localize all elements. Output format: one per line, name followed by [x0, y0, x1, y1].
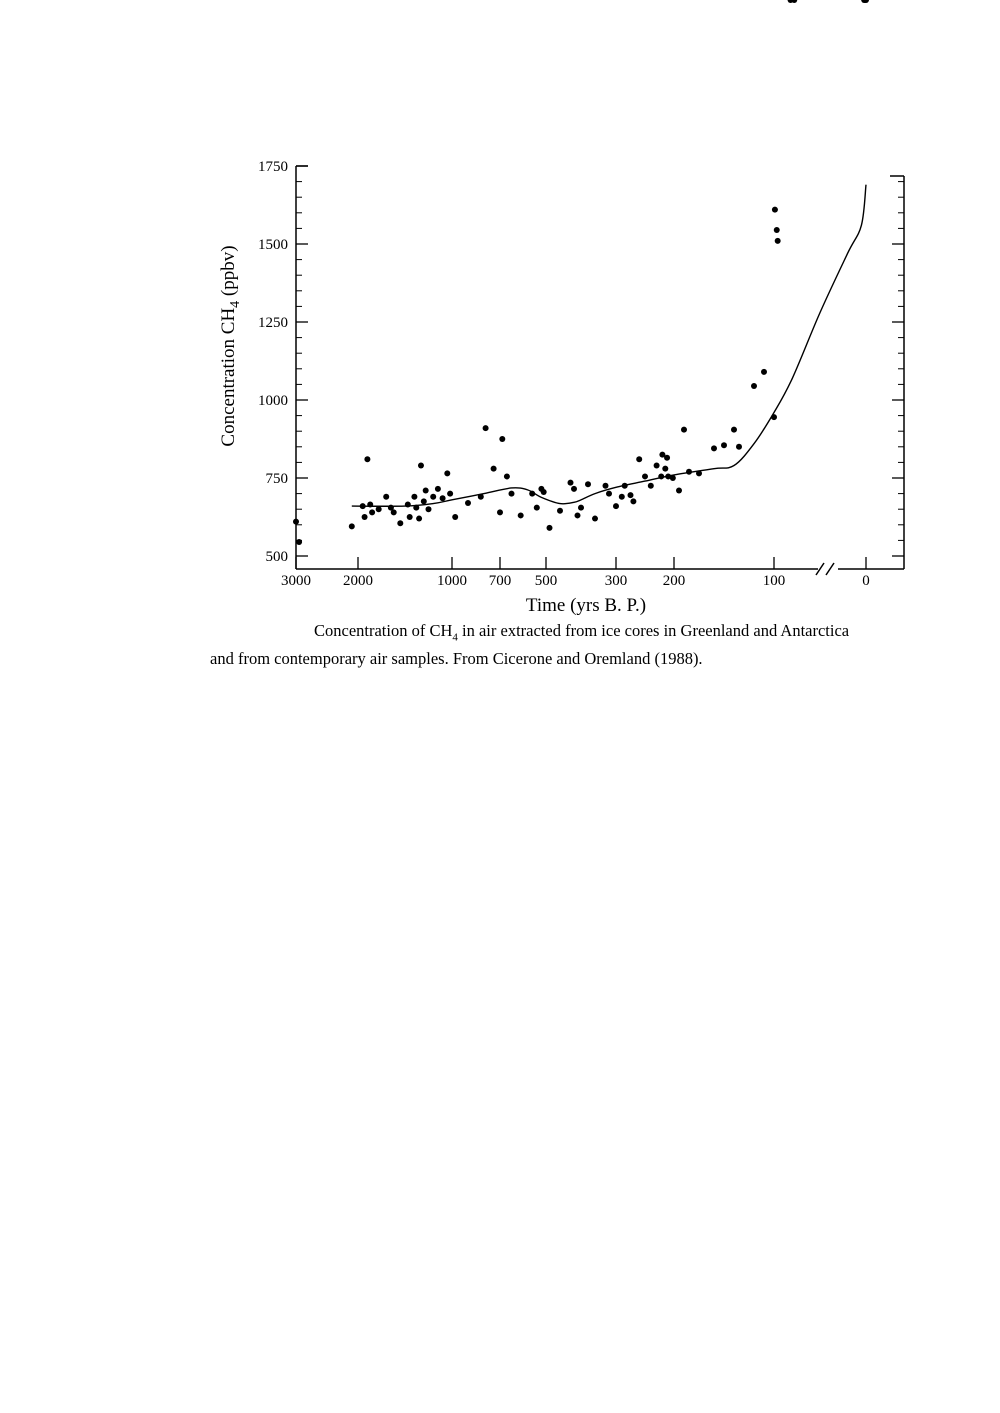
- data-point: [622, 483, 628, 489]
- data-point: [568, 480, 574, 486]
- data-point: [648, 483, 654, 489]
- data-point: [430, 494, 436, 500]
- data-points: [293, 0, 869, 545]
- methane-chart: [0, 0, 1000, 700]
- data-point: [504, 473, 510, 479]
- y-tick-label: 1750: [258, 159, 288, 175]
- data-point: [642, 473, 648, 479]
- y-ticks: [258, 159, 904, 565]
- data-point: [736, 444, 742, 450]
- figure-caption: [210, 620, 910, 670]
- x-axis-title: Time (yrs B. P.): [525, 595, 647, 616]
- data-point: [636, 456, 642, 462]
- data-point: [478, 494, 484, 500]
- data-point: [774, 227, 780, 233]
- data-point: [447, 491, 453, 497]
- data-point: [360, 503, 366, 509]
- data-point: [369, 509, 375, 515]
- data-point: [293, 519, 299, 525]
- data-point: [421, 498, 427, 504]
- data-point: [416, 516, 422, 522]
- y-tick-label: 1250: [258, 315, 288, 331]
- x-tick-label: 100: [762, 573, 786, 589]
- y-tick-label: 1000: [258, 393, 288, 409]
- data-point: [465, 500, 471, 506]
- data-point: [423, 487, 429, 493]
- data-point: [541, 489, 547, 495]
- data-point: [575, 512, 581, 518]
- x-tick-label: 3000: [281, 573, 311, 589]
- data-point: [603, 483, 609, 489]
- y-tick-label: 1500: [258, 237, 288, 253]
- x-tick-label: 700: [488, 573, 512, 589]
- data-point: [681, 427, 687, 433]
- data-point: [426, 506, 432, 512]
- data-point: [349, 523, 355, 529]
- data-point: [676, 487, 682, 493]
- data-point: [440, 495, 446, 501]
- data-point: [376, 506, 382, 512]
- data-point: [557, 508, 563, 514]
- y-axis-title: Concentration $CH_4$ (ppbv): [218, 245, 243, 447]
- data-point: [585, 481, 591, 487]
- data-point: [397, 520, 403, 526]
- data-point: [670, 475, 676, 481]
- data-point: [405, 502, 411, 508]
- data-point: [721, 442, 727, 448]
- data-point: [367, 502, 373, 508]
- data-point: [296, 539, 302, 545]
- data-point: [364, 456, 370, 462]
- data-point: [497, 509, 503, 515]
- x-tick-label: 2000: [343, 573, 373, 589]
- x-ticks: [281, 557, 870, 589]
- x-tick-label: 200: [662, 573, 686, 589]
- data-point: [578, 505, 584, 511]
- data-point: [435, 486, 441, 492]
- data-point: [775, 238, 781, 244]
- data-point: [534, 505, 540, 511]
- fit-line: [352, 185, 866, 507]
- x-tick-label: 1000: [437, 573, 467, 589]
- data-point: [547, 525, 553, 531]
- data-point: [491, 466, 497, 472]
- data-point: [771, 414, 777, 420]
- data-point: [592, 516, 598, 522]
- data-point: [613, 503, 619, 509]
- caption-subscript: 4: [452, 631, 458, 644]
- y-tick-label: 750: [265, 471, 288, 487]
- data-point: [751, 383, 757, 389]
- data-point: [654, 463, 660, 469]
- data-point: [686, 469, 692, 475]
- data-point: [662, 466, 668, 472]
- data-point: [452, 514, 458, 520]
- data-point: [418, 463, 424, 469]
- data-point: [761, 369, 767, 375]
- data-point: [664, 455, 670, 461]
- data-point: [711, 445, 717, 451]
- y-axis-title-subscript: 4: [228, 300, 243, 308]
- data-point: [499, 436, 505, 442]
- axis-break-icon: [816, 563, 834, 575]
- data-point: [509, 491, 515, 497]
- data-point: [658, 473, 664, 479]
- data-point: [518, 512, 524, 518]
- caption-line-1: Concentration of $CH_4$ in air extracted from ice cores in Greenland and Antarctica: [314, 621, 850, 644]
- data-point: [383, 494, 389, 500]
- data-point: [529, 491, 535, 497]
- data-point: [483, 425, 489, 431]
- data-point: [628, 492, 634, 498]
- data-point: [731, 427, 737, 433]
- x-tick-label: 300: [604, 573, 628, 589]
- x-tick-label: 0: [862, 573, 870, 589]
- data-point: [630, 498, 636, 504]
- caption-line-2: and from contemporary air samples. From Cicerone and Oremland (1988).: [210, 649, 703, 669]
- data-point: [571, 486, 577, 492]
- data-point: [411, 494, 417, 500]
- data-point: [619, 494, 625, 500]
- data-point: [413, 505, 419, 511]
- data-point: [696, 470, 702, 476]
- data-point: [606, 491, 612, 497]
- data-point: [444, 470, 450, 476]
- data-point: [772, 207, 778, 213]
- fit-line-group: [352, 185, 866, 507]
- data-point: [391, 509, 397, 515]
- x-tick-label: 500: [534, 573, 558, 589]
- y-tick-label: 500: [265, 549, 288, 565]
- data-point: [407, 514, 413, 520]
- data-point: [362, 514, 368, 520]
